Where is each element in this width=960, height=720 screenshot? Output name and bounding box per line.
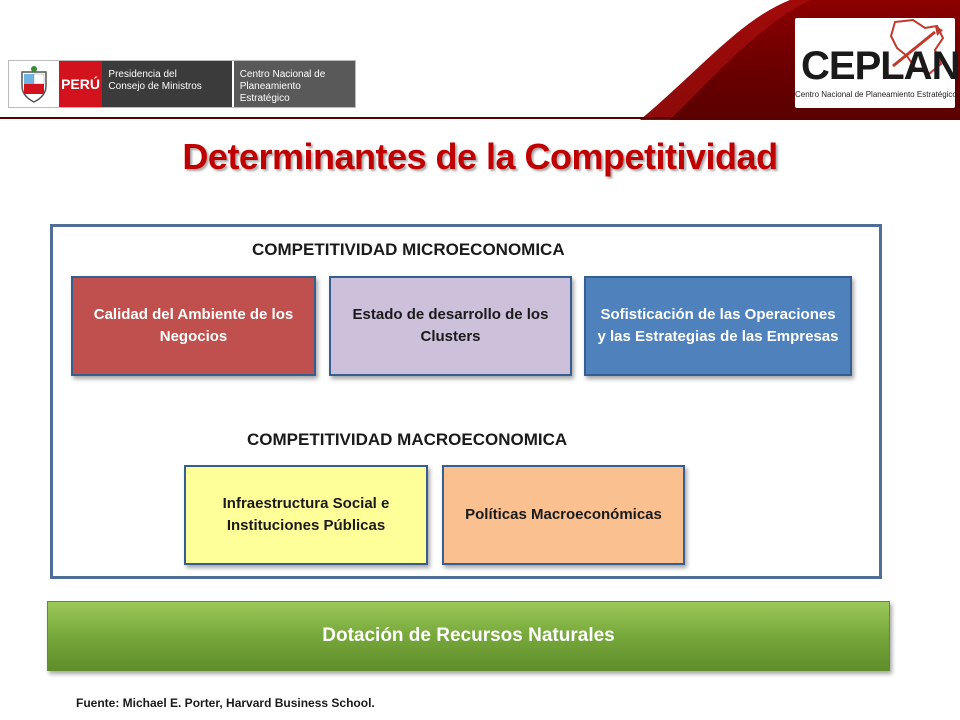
page-title: Determinantes de la Competitividad <box>182 136 778 177</box>
macro-box-infrastructure: Infraestructura Social e Instituciones Públicas <box>184 465 428 565</box>
coat-of-arms-icon <box>9 61 59 107</box>
planning-center-label <box>234 61 355 107</box>
macro-heading: COMPETITIVIDAD MACROECONOMICA <box>247 430 568 449</box>
government-logo <box>8 60 356 108</box>
presidency-line1: Presidencia del <box>108 69 177 80</box>
micro-box-company-sophistication: Sofisticación de las Operaciones y las Estrategias de las Empresas <box>584 276 852 376</box>
planning-center-line1: Centro Nacional de <box>239 69 326 80</box>
ceplan-subtitle: Centro Nacional de Planeamiento Estratégico <box>795 90 957 99</box>
micro-box-clusters: Estado de desarrollo de los Clusters <box>329 276 572 376</box>
presidency-label <box>102 61 231 107</box>
micro-box-business-environment: Calidad del Ambiente de los Negocios <box>71 276 316 376</box>
natural-resources-bar: Dotación de Recursos Naturales <box>47 601 890 671</box>
header-banner <box>0 0 960 120</box>
source-note: Fuente: Michael E. Porter, Harvard Business School. <box>76 696 375 710</box>
ceplan-wordmark: CEPLAN <box>801 44 960 88</box>
micro-heading: COMPETITIVIDAD MICROECONOMICA <box>252 240 565 259</box>
planning-center-line2: Planeamiento Estratégico <box>239 81 301 104</box>
ceplan-logo <box>795 18 960 108</box>
peru-label: PERÚ <box>59 61 103 107</box>
presidency-line2: Consejo de Ministros <box>108 81 202 92</box>
macro-box-policies: Políticas Macroeconómicas <box>442 465 685 565</box>
